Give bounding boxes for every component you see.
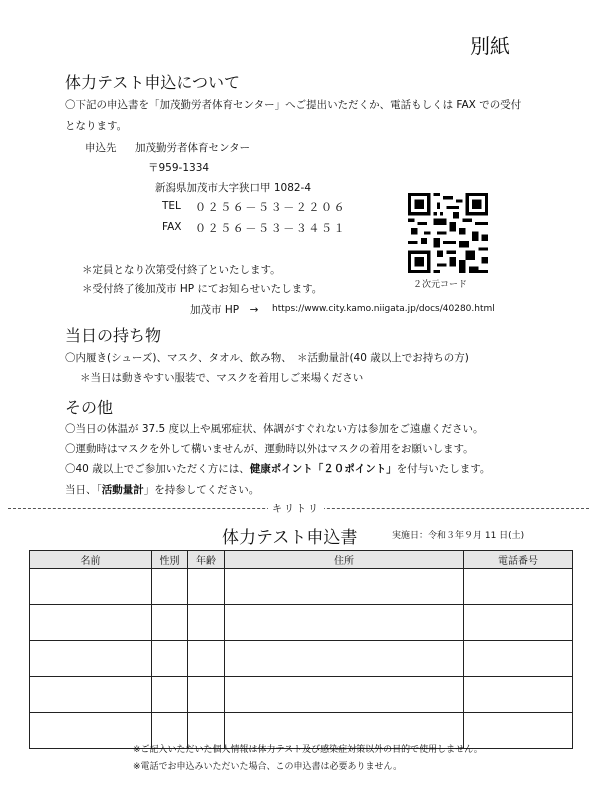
hp-link[interactable]: https://www.city.kamo.niigata.jp/docs/40280.html	[272, 304, 495, 314]
name-cell[interactable]	[30, 677, 152, 713]
tel-number: ０２５６－５３－２２０６	[195, 201, 347, 214]
section-heading-other: その他	[65, 398, 114, 417]
name-cell[interactable]	[30, 605, 152, 641]
address: 新潟県加茂市大字狭口甲 1082-4	[155, 182, 312, 194]
destination-label: 申込先	[85, 142, 117, 154]
form-title: 体力テスト申込書	[222, 528, 358, 548]
gender-cell[interactable]	[152, 677, 188, 713]
section-heading-application: 体力テスト申込について	[65, 73, 241, 92]
qr-code-icon	[408, 193, 488, 273]
other-line1: 〇当日の体温が 37.5 度以上や風邪症状、体調がすぐれない方は参加をご遠慮ください。	[65, 423, 484, 435]
postal-code: 〒959-1334	[148, 162, 210, 174]
items-note: ＊当日は動きやすい服装で、マスクを着用しご来場ください	[80, 372, 364, 384]
other-line3: 〇40 歳以上でご参加いただく方には、健康ポイント「２０ポイント」を付与いたします。	[65, 463, 491, 475]
other-line2: 〇運動時はマスクを外して構いませんが、運動時以外はマスクの着用をお願いします。	[65, 443, 474, 455]
phone-cell[interactable]	[464, 641, 573, 677]
column-address: 住所	[225, 551, 464, 569]
cut-label: キリトリ	[268, 500, 324, 515]
gender-cell[interactable]	[152, 569, 188, 605]
name-cell[interactable]	[30, 641, 152, 677]
activity-meter: 活動量計	[101, 484, 144, 496]
corner-label: 別紙	[470, 34, 510, 58]
phone-cell[interactable]	[464, 605, 573, 641]
destination-name: 加茂勤労者体育センター	[135, 142, 251, 154]
qr-caption: ２次元コード	[413, 280, 468, 290]
hp-label: 加茂市 HP →	[190, 304, 259, 316]
note-announcement: ＊受付終了後加茂市 HP にてお知らせいたします。	[82, 283, 323, 295]
age-cell[interactable]	[188, 677, 225, 713]
phone-cell[interactable]	[464, 569, 573, 605]
column-age: 年齢	[188, 551, 225, 569]
section-heading-items: 当日の持ち物	[65, 326, 162, 345]
column-name: 名前	[30, 551, 152, 569]
other-line4: 当日、「活動量計」を持参してください。	[65, 484, 260, 496]
gender-cell[interactable]	[152, 605, 188, 641]
form-date: 実施日：令和３年９月 11 日(土)	[392, 531, 525, 541]
address-cell[interactable]	[225, 569, 464, 605]
application-form-table	[29, 550, 573, 749]
tel-label: TEL	[162, 200, 181, 212]
fax-label: FAX	[162, 221, 182, 233]
address-cell[interactable]	[225, 641, 464, 677]
gender-cell[interactable]	[152, 641, 188, 677]
form-row	[30, 641, 573, 677]
address-cell[interactable]	[225, 605, 464, 641]
form-row	[30, 677, 573, 713]
items-list: 〇内履き(シューズ)、マスク、タオル、飲み物、 ＊活動量計(40 歳以上でお持ちの方)	[65, 352, 469, 364]
column-phone: 電話番号	[464, 551, 573, 569]
intro-text-line2: となります。	[65, 120, 128, 132]
footnote-privacy: ※ご記入いただいた個人情報は体力テスト及び感染症対策以外の目的で使用しません。	[133, 745, 483, 755]
age-cell[interactable]	[188, 569, 225, 605]
intro-text-line1: 〇下記の申込書を「加茂勤労者体育センター」へご提出いただくか、電話もしくは FAX での受付	[65, 99, 522, 111]
fax-number: ０２５６－５３－３４５１	[195, 222, 347, 235]
form-row	[30, 569, 573, 605]
health-points: 健康ポイント「２０ポイント」	[249, 463, 397, 475]
age-cell[interactable]	[188, 605, 225, 641]
name-cell[interactable]	[30, 569, 152, 605]
phone-cell[interactable]	[464, 677, 573, 713]
note-capacity: ＊定員となり次第受付終了といたします。	[82, 264, 281, 276]
address-cell[interactable]	[225, 677, 464, 713]
column-gender: 性別	[152, 551, 188, 569]
form-row	[30, 605, 573, 641]
age-cell[interactable]	[188, 641, 225, 677]
footnote-phone: ※電話でお申込みいただいた場合、この申込書は必要ありません。	[133, 762, 403, 772]
